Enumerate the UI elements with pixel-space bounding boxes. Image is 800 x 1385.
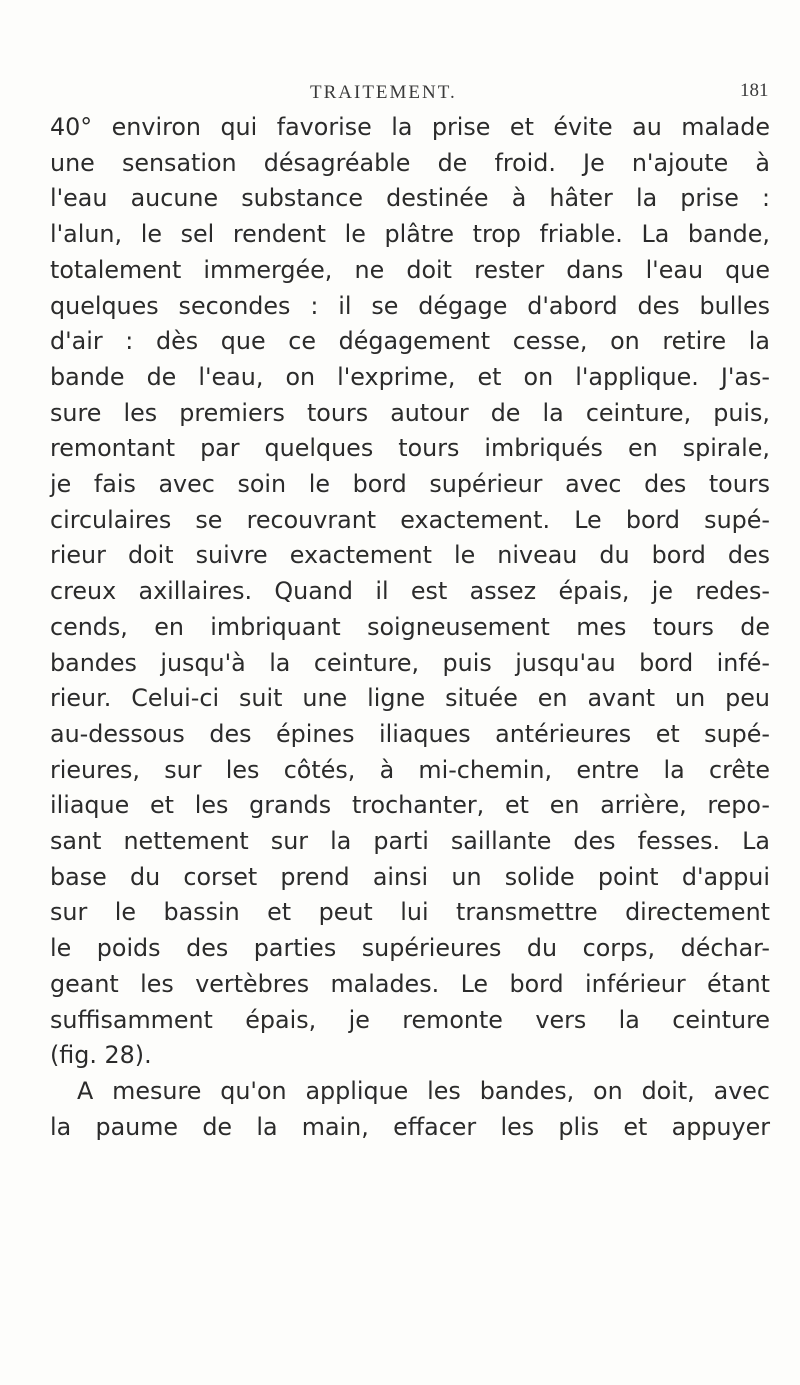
text-line: creux axillaires. Quand il est assez épais, je redes- [50, 577, 770, 606]
text-line: 40° environ qui favorise la prise et évite au malade [50, 113, 770, 141]
text-line: rieur. Celui-ci suit une ligne située en avant un peu [50, 684, 770, 713]
text-line: le poids des parties supérieures du corps, déchar- [50, 934, 770, 963]
page-number: 181 [740, 80, 769, 101]
text-line: quelques secondes : il se dégage d'abord des bulles [50, 291, 770, 320]
text-line: circulaires se recouvrant exactement. Le bord supé- [50, 505, 770, 534]
text-line: la paume de la main, effacer les plis et appuyer [50, 1112, 770, 1141]
body-text [50, 110, 770, 1145]
text-line: rieures, sur les côtés, à mi-chemin, entre la crête [50, 755, 770, 784]
text-line: A mesure qu'on applique les bandes, on doit, avec [77, 1076, 770, 1105]
text-line: sant nettement sur la parti saillante des fesses. La [50, 827, 770, 856]
text-line: (fig. 28). [50, 1041, 152, 1070]
paragraph-2 [50, 1074, 770, 1145]
text-line: l'alun, le sel rendent le plâtre trop friable. La bande, [50, 220, 770, 249]
text-line: iliaque et les grands trochanter, et en arrière, repo- [50, 791, 770, 820]
running-head: TRAITEMENT. [310, 82, 457, 103]
text-line: cends, en imbriquant soigneusement mes tours de [50, 612, 770, 641]
text-line: base du corset prend ainsi un solide point d'appui [50, 862, 770, 891]
text-line: l'eau aucune substance destinée à hâter la prise : [50, 184, 770, 213]
text-line: suffisamment épais, je remonte vers la ceinture [50, 1005, 770, 1034]
text-line: je fais avec soin le bord supérieur avec des tours [50, 470, 770, 499]
text-line: sure les premiers tours autour de la ceinture, puis, [50, 398, 770, 427]
text-line: remontant par quelques tours imbriqués en spirale, [50, 434, 770, 463]
text-line: une sensation désagréable de froid. Je n'ajoute à [50, 148, 770, 177]
text-line: rieur doit suivre exactement le niveau du bord des [50, 541, 770, 570]
text-line: d'air : dès que ce dégagement cesse, on retire la [50, 327, 770, 356]
text-line: bandes jusqu'à la ceinture, puis jusqu'au bord infé- [50, 648, 770, 677]
text-line: au-dessous des épines iliaques antérieures et supé- [50, 719, 770, 748]
text-line: totalement immergée, ne doit rester dans l'eau que [50, 255, 770, 284]
text-line: bande de l'eau, on l'exprime, et on l'applique. J'as- [50, 362, 770, 391]
paragraph-1 [50, 110, 770, 1074]
text-line: geant les vertèbres malades. Le bord inférieur étant [50, 969, 770, 998]
text-line: sur le bassin et peut lui transmettre directement [50, 898, 770, 927]
